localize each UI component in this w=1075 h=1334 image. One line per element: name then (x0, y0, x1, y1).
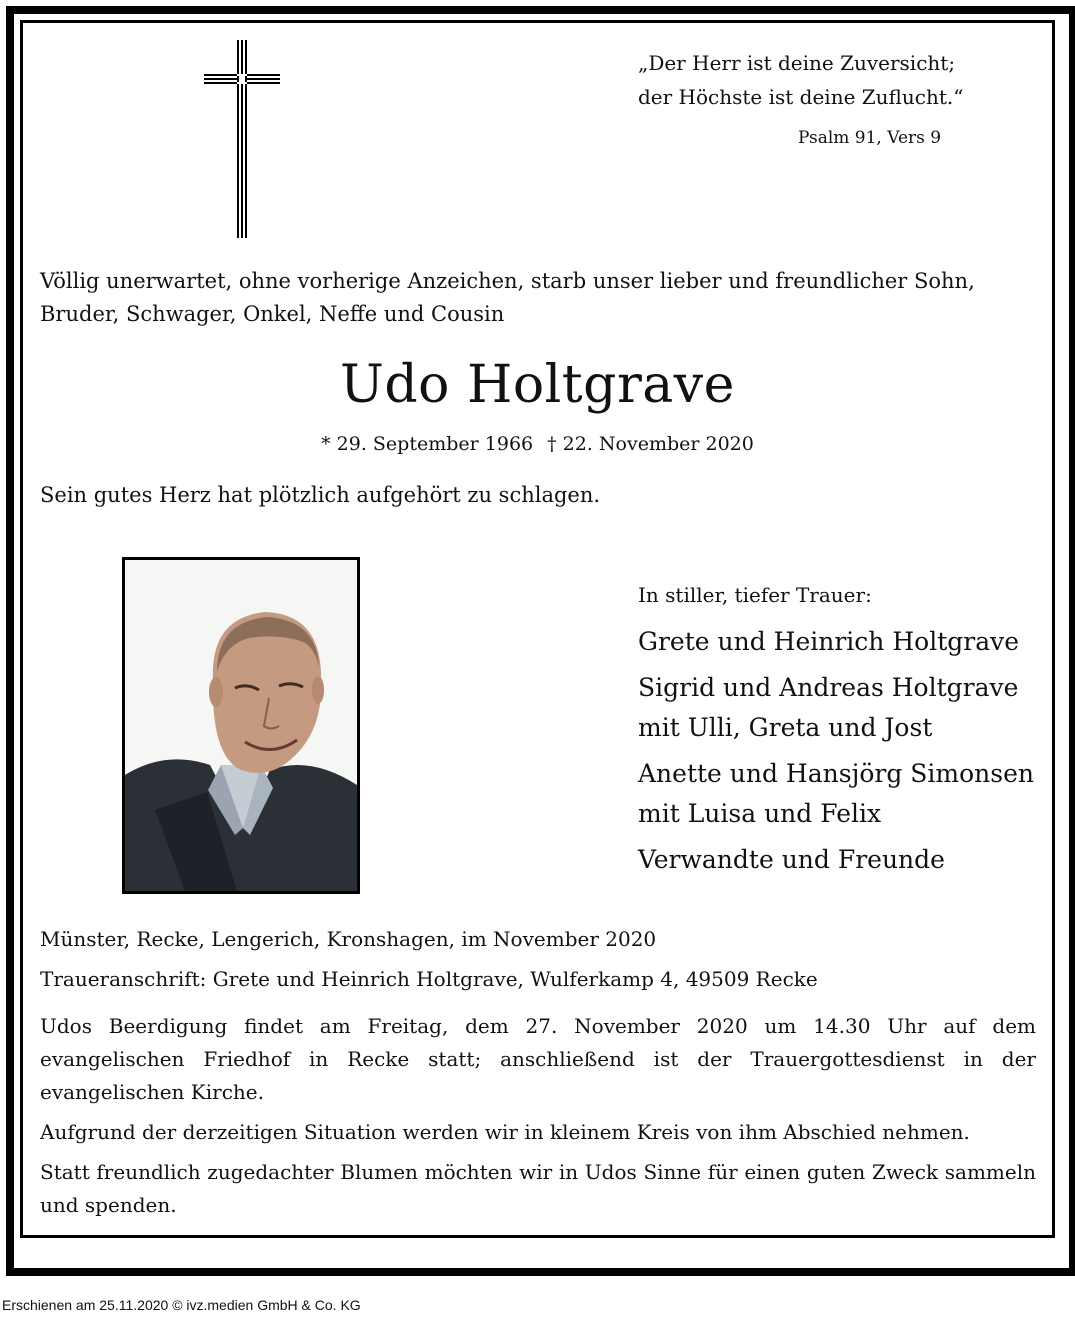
portrait-photo (122, 557, 360, 894)
death-date: † 22. November 2020 (547, 433, 754, 455)
mourner-line: Grete und Heinrich Holtgrave (638, 627, 1020, 656)
situation-note: Aufgrund der derzeitigen Situation werden wir in kleinem Kreis von ihm Abschied nehmen. (40, 1120, 970, 1144)
mourner-group (638, 840, 1034, 880)
mourning-address: Traueranschrift: Grete und Heinrich Holtgrave, Wulferkamp 4, 49509 Recke (40, 967, 818, 991)
mourning-intro: In stiller, tiefer Trauer: (638, 583, 872, 607)
publication-credit: Erschienen am 25.11.2020 © ivz.medien GmbH & Co. KG (2, 1297, 361, 1313)
mourners-section (638, 580, 1034, 886)
quote-source: Psalm 91, Vers 9 (798, 128, 942, 148)
mourner-line: Sigrid und Andreas Holtgrave (638, 673, 1019, 702)
mourner-group (638, 668, 1034, 748)
bible-quote (638, 46, 963, 114)
quote-line-2: der Höchste ist deine Zuflucht.“ (638, 85, 964, 109)
funeral-info: Udos Beerdigung findet am Freitag, dem 27. November 2020 um 14.30 Uhr auf dem evangelischen Friedhof in Recke statt; anschließend ist der Trauergottesdienst in der evangelischen Kirche. (40, 1014, 1036, 1104)
place-date-line: Münster, Recke, Lengerich, Kronshagen, im November 2020 (40, 927, 657, 951)
intro-text: Völlig unerwartet, ohne vorherige Anzeichen, starb unser lieber und freundlicher Sohn, Bruder, Schwager, Onkel, Neffe und Cousin (40, 269, 975, 326)
quote-line-1: „Der Herr ist deine Zuversicht; (638, 51, 956, 75)
mourner-line: Verwandte und Freunde (638, 845, 945, 874)
mourner-line: mit Ulli, Greta und Jost (638, 713, 933, 742)
mourner-line: mit Luisa und Felix (638, 799, 882, 828)
cross-icon (204, 40, 280, 238)
mourner-group (638, 754, 1034, 834)
mourner-group (638, 622, 1034, 662)
mourner-line: Anette und Hansjörg Simonsen (638, 759, 1034, 788)
birth-date: * 29. September 1966 (321, 433, 534, 455)
donation-note: Statt freundlich zugedachter Blumen möchten wir in Udos Sinne für einen guten Zweck sammeln und spenden. (40, 1160, 1036, 1217)
heart-line: Sein gutes Herz hat plötzlich aufgehört zu schlagen. (40, 483, 601, 507)
deceased-name: Udo Holtgrave (340, 355, 735, 415)
life-dates (0, 430, 1075, 458)
